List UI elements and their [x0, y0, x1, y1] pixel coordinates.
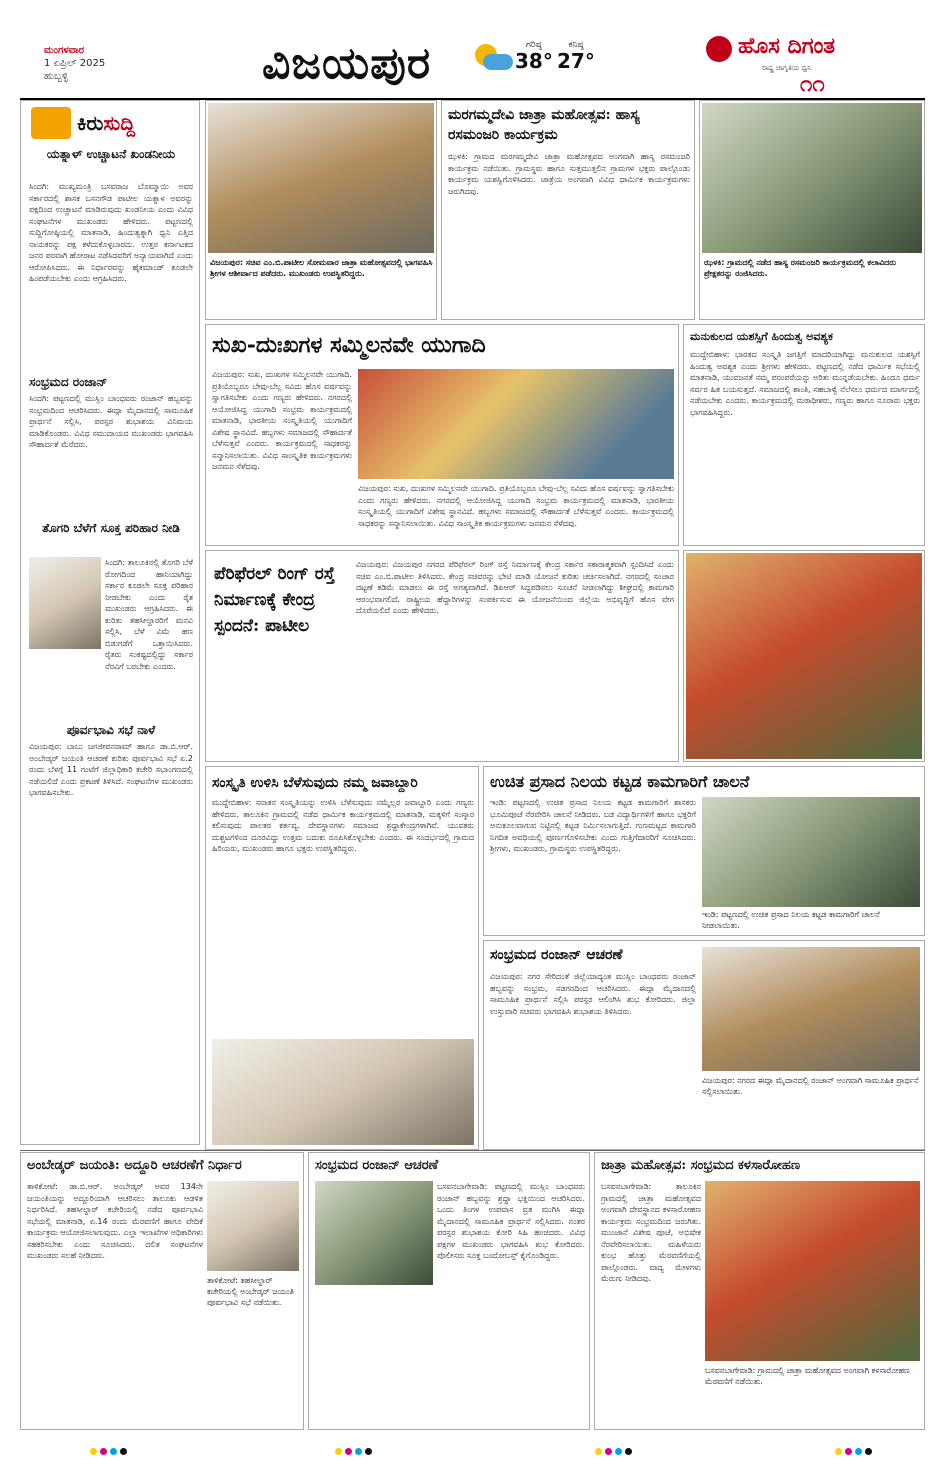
- ugadi-body-right: ವಿಜಯಪುರ: ಸುಖ, ದುಃಖಗಳ ಸಮ್ಮಿಲನವೇ ಯುಗಾದಿ. ಪ್ರತಿಯೊಬ್ಬರೂ ಬೇವು-ಬೆಲ್ಲ ಸವಿದು ಹೊಸ ವರ್ಷವನ್ನು ಸ್ವಾಗತಿಸಬೇಕು ಎಂದು ಗಣ್ಯರು ಹೇಳಿದರು. ನಗರದಲ್ಲಿ ಆಯೋಜಿಸಿದ್ದ ಯುಗಾದಿ ಸಂಭ್ರಮ ಕಾರ್ಯಕ್ರಮದಲ್ಲಿ ಮಾತನಾಡಿ, ಭಾರತೀಯ ಸಂಸ್ಕೃತಿಯಲ್ಲಿ ಯುಗಾದಿಗೆ ವಿಶೇಷ ಸ್ಥಾನವಿದೆ. ಹಬ್ಬಗಳು ಸಮಾಜದಲ್ಲಿ ಸೌಹಾರ್ದತೆ ಬೆಳೆಸುತ್ತವೆ ಎಂದರು. ಕಾರ್ಯಕ್ರಮದಲ್ಲಿ ಸಾಧಕರನ್ನು ಸನ್ಮಾನಿಸಲಾಯಿತು. ವಿವಿಧ ಸಾಂಸ್ಕೃತಿಕ ಕಾರ್ಯಕ್ರಮಗಳು ಜನಮನ ಸೆಳೆದವು.: [358, 484, 674, 528]
- ramzan-bottom-title: ಸಂಭ್ರಮದ ರಂಜಾನ್ ಆಚರಣೆ: [315, 1158, 439, 1173]
- ugadi-story: [205, 324, 679, 546]
- max-temp-value: 38: [515, 49, 543, 73]
- pointing-hand-icon: [31, 107, 71, 139]
- kalasha-story: [594, 1152, 925, 1430]
- print-dot: [595, 1448, 602, 1455]
- jatre-body: ಝಳಕಿ: ಗ್ರಾಮದ ಮರಗಮ್ಮದೇವಿ ಜಾತ್ರಾ ಮಹೋತ್ಸವದ ಅಂಗವಾಗಿ ಹಾಸ್ಯ ರಸಮಂಜರಿ ಕಾರ್ಯಕ್ರಮ ನಡೆಯಿತು. ಗ್ರಾಮಸ್ಥರು ಹಾಗೂ ಸುತ್ತಮುತ್ತಲಿನ ಗ್ರಾಮಗಳ ಭಕ್ತರು ಪಾಲ್ಗೊಂಡು ಕಾರ್ಯಕ್ರಮ ಯಶಸ್ವಿಗೊಳಿಸಿದರು. ಜಾತ್ರೆಯ ಅಂಗವಾಗಿ ವಿವಿಧ ಧಾರ್ಮಿಕ ಕಾರ್ಯಕ್ರಮಗಳು ಜರುಗಿದವು.: [448, 152, 690, 196]
- print-dot: [625, 1448, 632, 1455]
- ring-road-body: ವಿಜಯಪುರ: ವಿಜಯಪುರ ನಗರದ ಪೆರಿಫೆರಲ್ ರಿಂಗ್ ರಸ್ತೆ ನಿರ್ಮಾಣಕ್ಕೆ ಕೇಂದ್ರ ಸರ್ಕಾರ ಸಕಾರಾತ್ಮಕವಾಗಿ ಸ್ಪಂದಿಸಿದೆ ಎಂದು ಸಚಿವ ಎಂ.ಬಿ.ಪಾಟೀಲ ತಿಳಿಸಿದರು. ಕೇಂದ್ರ ಸಚಿವರನ್ನು ಭೇಟಿ ಮಾಡಿ ಯೋಜನೆ ಕುರಿತು ಚರ್ಚಿಸಲಾಗಿದೆ. ನಗರದಲ್ಲಿ ಸಂಚಾರ ದಟ್ಟಣೆ ಕಡಿಮೆ ಮಾಡಲು ಈ ರಸ್ತೆ ಅಗತ್ಯವಾಗಿದೆ. ಡಿಪಿಆರ್ ಸಿದ್ಧಪಡಿಸಲು ಸೂಚನೆ ನೀಡಲಾಗಿದ್ದು ಶೀಘ್ರದಲ್ಲಿ ಕಾಮಗಾರಿ ಆರಂಭವಾಗಲಿದೆ. ರಾಷ್ಟ್ರೀಯ ಹೆದ್ದಾರಿಗಳನ್ನು ಸಂಪರ್ಕಿಸುವ ಈ ಯೋಜನೆಯಿಂದ ಜಿಲ್ಲೆಯ ಅಭಿವೃದ್ಧಿಗೆ ಹೊಸ ವೇಗ ದೊರೆಯಲಿದೆ ಎಂದು ಹೇಳಿದರು.: [356, 560, 674, 615]
- ramzan-mid-body: ವಿಜಯಪುರ: ನಗರ ಸೇರಿದಂತೆ ಜಿಲ್ಲೆಯಾದ್ಯಂತ ಮುಸ್ಲಿಂ ಬಾಂಧವರು ರಂಜಾನ್ ಹಬ್ಬವನ್ನು ಸಂಭ್ರಮ, ಸಡಗರದಿಂದ ಆಚರಿಸಿದರು. ಈದ್ಗಾ ಮೈದಾನದಲ್ಲಿ ಸಾಮೂಹಿಕ ಪ್ರಾರ್ಥನೆ ಸಲ್ಲಿಸಿ ಪರಸ್ಪರ ಆಲಿಂಗಿಸಿ ಶುಭ ಕೋರಿದರು. ಜಿಲ್ಲಾ ಉಸ್ತುವಾರಿ ಸಚಿವರು ಭಾಗವಹಿಸಿ ಶುಭಾಶಯ ತಿಳಿಸಿದರು.: [490, 972, 696, 1016]
- ugadi-title: ಸುಖ-ದುಃಖಗಳ ಸಮ್ಮಿಲನವೇ ಯುಗಾದಿ: [212, 332, 486, 358]
- hindutva-story: [683, 324, 925, 546]
- ambedkar-photo: [207, 1181, 299, 1271]
- top-photo-caption: ವಿಜಯಪುರ: ಸಚಿವ ಎಂ.ಬಿ.ಪಾಟೀಲ ಸೋಮವಾರ ಜಾತ್ರಾ ಮಹೋತ್ಸವದಲ್ಲಿ ಭಾಗವಹಿಸಿ ಶ್ರೀಗಳ ಆಶೀರ್ವಾದ ಪಡೆದರು. ಮುಖಂಡರು ಉಪಸ್ಥಿತರಿದ್ದರು.: [210, 258, 433, 278]
- top-photo-story: [205, 100, 437, 320]
- print-dot: [615, 1448, 622, 1455]
- ugadi-body-left: ವಿಜಯಪುರ: ಸುಖ, ದುಃಖಗಳ ಸಮ್ಮಿಲನವೇ ಯುಗಾದಿ. ಪ್ರತಿಯೊಬ್ಬರೂ ಬೇವು-ಬೆಲ್ಲ ಸವಿದು ಹೊಸ ವರ್ಷವನ್ನು ಸ್ವಾಗತಿಸಬೇಕು ಎಂದು ಗಣ್ಯರು ಹೇಳಿದರು. ನಗರದಲ್ಲಿ ಆಯೋಜಿಸಿದ್ದ ಯುಗಾದಿ ಸಂಭ್ರಮ ಕಾರ್ಯಕ್ರಮದಲ್ಲಿ ಮಾತನಾಡಿ, ಭಾರತೀಯ ಸಂಸ್ಕೃತಿಯಲ್ಲಿ ಯುಗಾದಿಗೆ ವಿಶೇಷ ಸ್ಥಾನವಿದೆ. ಹಬ್ಬಗಳು ಸಮಾಜದಲ್ಲಿ ಸೌಹಾರ್ದತೆ ಬೆಳೆಸುತ್ತವೆ ಎಂದರು. ಕಾರ್ಯಕ್ರಮದಲ್ಲಿ ಸಾಧಕರನ್ನು ಸನ್ಮಾನಿಸಲಾಯಿತು. ವಿವಿಧ ಸಾಂಸ್ಕೃತಿಕ ಕಾರ್ಯಕ್ರಮಗಳು ಜನಮನ ಸೆಳೆದವು.: [212, 370, 352, 471]
- print-dot: [355, 1448, 362, 1455]
- degree-symbol: °: [542, 49, 553, 73]
- kiru-story3-title: ತೊಗರಿ ಬೆಳೆಗೆ ಸೂಕ್ತ ಪರಿಹಾರ ನೀಡಿ: [42, 521, 180, 535]
- kalasha-photo: [705, 1181, 920, 1361]
- print-dot: [845, 1448, 852, 1455]
- sanskrti-title: ಸಂಸ್ಕೃತಿ ಉಳಿಸಿ ಬೆಳೆಸುವುದು ನಮ್ಮ ಜವಾಬ್ದಾರಿ: [212, 775, 418, 791]
- hindutva-photo-box: [683, 550, 925, 762]
- kiru-title-b: ಸುದ್ದಿ: [103, 111, 136, 135]
- print-dots-mid: [335, 1440, 375, 1450]
- sanskrti-photo: [212, 1039, 474, 1145]
- header-date: 1 ಏಪ್ರಿಲ್ 2025: [44, 58, 106, 69]
- ambedkar-title: ಅಂಬೇಡ್ಕರ್ ಜಯಂತಿ: ಅದ್ದೂರಿ ಆಚರಣೆಗೆ ನಿರ್ಧಾರ: [27, 1158, 242, 1173]
- bottom-rule: [20, 1150, 925, 1151]
- ramzan-bottom-photo: [315, 1181, 433, 1285]
- print-dot: [100, 1448, 107, 1455]
- hindutva-body: ಮುದ್ದೇಬಿಹಾಳ: ಭಾರತದ ಸಂಸ್ಕೃತಿ ಜಗತ್ತಿಗೆ ಮಾದರಿಯಾಗಿದ್ದು ಮನುಕುಲದ ಯಶಸ್ಸಿಗೆ ಹಿಂದುತ್ವ ಅವಶ್ಯಕ ಎಂದು ಶ್ರೀಗಳು ಹೇಳಿದರು. ಪಟ್ಟಣದಲ್ಲಿ ನಡೆದ ಧಾರ್ಮಿಕ ಸಭೆಯಲ್ಲಿ ಮಾತನಾಡಿ, ಯುವಜನತೆ ನಮ್ಮ ಪರಂಪರೆಯನ್ನು ಅರಿತು ಮುನ್ನಡೆಯಬೇಕು. ಹಿಂದೂ ಧರ್ಮ ಸರ್ವರ ಹಿತ ಬಯಸುತ್ತದೆ. ಸಮಾಜದಲ್ಲಿ ಶಾಂತಿ, ಸಹಬಾಳ್ವೆ ನೆಲೆಸಲು ಧರ್ಮದ ಮಾರ್ಗದಲ್ಲಿ ನಡೆಯಬೇಕು ಎಂದರು. ಕಾರ್ಯಕ್ರಮದಲ್ಲಿ ಮಠಾಧೀಶರು, ಗಣ್ಯರು ಹಾಗೂ ನೂರಾರು ಭಕ್ತರು ಭಾಗವಹಿಸಿದ್ದರು.: [690, 350, 920, 417]
- brand-tagline: ರಾಷ್ಟ್ರ ಜಾಗೃತಿಯ ಧ್ವನಿ: [762, 64, 812, 72]
- jatre-photo-caption: ಝಳಕಿ: ಗ್ರಾಮದಲ್ಲಿ ನಡೆದ ಹಾಸ್ಯ ರಸಮಂಜರಿ ಕಾರ್ಯಕ್ರಮದಲ್ಲಿ ಕಲಾವಿದರು ಪ್ರೇಕ್ಷಕರನ್ನು ರಂಜಿಸಿದರು.: [704, 258, 897, 278]
- header-city: ಹುಬ್ಬಳ್ಳಿ: [44, 71, 69, 82]
- brand-logo: [694, 34, 904, 74]
- kiru-header: [31, 107, 135, 139]
- print-dots-far-right: [835, 1440, 875, 1450]
- print-dots-right: [595, 1440, 635, 1450]
- max-temp: [515, 40, 553, 72]
- degree-symbol: °: [584, 49, 595, 73]
- kalasha-body: ಬಸವನಬಾಗೇವಾಡಿ: ತಾಲೂಕಿನ ಗ್ರಾಮದಲ್ಲಿ ಜಾತ್ರಾ ಮಹೋತ್ಸವದ ಅಂಗವಾಗಿ ದೇವಸ್ಥಾನದ ಕಳಸಾರೋಹಣ ಕಾರ್ಯಕ್ರಮ ಸಂಭ್ರಮದಿಂದ ಜರುಗಿತು. ಮುಂಜಾನೆ ವಿಶೇಷ ಪೂಜೆ, ಅಭಿಷೇಕ ನೆರವೇರಿಸಲಾಯಿತು. ಮಹಿಳೆಯರು ಕುಂಭ ಹೊತ್ತು ಮೆರವಣಿಗೆಯಲ್ಲಿ ಪಾಲ್ಗೊಂಡರು. ವಾದ್ಯ ಮೇಳಗಳು ಮೆರುಗು ನೀಡಿದವು.: [601, 1182, 701, 1283]
- jatre-photo: [702, 103, 922, 253]
- header-date-block: [44, 44, 105, 83]
- brand-name: ಹೊಸ ದಿಗಂತ: [738, 34, 836, 59]
- kiru-story3-body: ಸಿಂದಗಿ: ತಾಲೂಕಿನಲ್ಲಿ ತೊಗರಿ ಬೆಳೆ ರೋಗದಿಂದ ಹಾನಿಯಾಗಿದ್ದು ಸರ್ಕಾರ ಕೂಡಲೇ ಸೂಕ್ತ ಪರಿಹಾರ ನೀಡಬೇಕು ಎಂದು ರೈತ ಮುಖಂಡರು ಆಗ್ರಹಿಸಿದರು. ಈ ಕುರಿತು ತಹಸೀಲ್ದಾರರಿಗೆ ಮನವಿ ಸಲ್ಲಿಸಿ, ಬೆಳೆ ವಿಮೆ ಹಣ ಬಿಡುಗಡೆಗೆ ಒತ್ತಾಯಿಸಿದರು. ರೈತರು ಸಂಕಷ್ಟದಲ್ಲಿದ್ದು ಸರ್ಕಾರ ನೆರವಿಗೆ ಬರಬೇಕು ಎಂದರು.: [105, 558, 193, 671]
- brand-emblem-icon: [706, 36, 732, 62]
- print-dot: [335, 1448, 342, 1455]
- print-dot: [855, 1448, 862, 1455]
- ramzan-bottom-body: ಬಸವನಬಾಗೇವಾಡಿ: ಪಟ್ಟಣದಲ್ಲಿ ಮುಸ್ಲಿಂ ಬಾಂಧವರು ರಂಜಾನ್ ಹಬ್ಬವನ್ನು ಶ್ರದ್ಧಾ ಭಕ್ತಿಯಿಂದ ಆಚರಿಸಿದರು. ಒಂದು ತಿಂಗಳ ಉಪವಾಸ ವ್ರತ ಮುಗಿಸಿ ಈದ್ಗಾ ಮೈದಾನದಲ್ಲಿ ಸಾಮೂಹಿಕ ಪ್ರಾರ್ಥನೆ ಸಲ್ಲಿಸಿದರು. ನಂತರ ಪರಸ್ಪರ ಶುಭಾಶಯ ಕೋರಿ ಸಿಹಿ ಹಂಚಿದರು. ವಿವಿಧ ಪಕ್ಷಗಳ ಮುಖಂಡರು ಭಾಗವಹಿಸಿ ಶುಭ ಕೋರಿದರು. ಪೊಲೀಸರು ಸೂಕ್ತ ಬಂದೋಬಸ್ತ್ ಕೈಗೊಂಡಿದ್ದರು.: [437, 1182, 585, 1260]
- page-number: ೧೧: [800, 72, 825, 97]
- ambedkar-caption: ತಾಳಿಕೋಟೆ: ತಹಸೀಲ್ದಾರ್ ಕಚೇರಿಯಲ್ಲಿ ಅಂಬೇಡ್ಕರ್ ಜಯಂತಿ ಪೂರ್ವಭಾವಿ ಸಭೆ ನಡೆಯಿತು.: [207, 1276, 294, 1307]
- ring-road-story: [205, 550, 679, 762]
- ramzan-mid-caption: ವಿಜಯಪುರ: ನಗರದ ಈದ್ಗಾ ಮೈದಾನದಲ್ಲಿ ರಂಜಾನ್ ಅಂಗವಾಗಿ ಸಾಮೂಹಿಕ ಪ್ರಾರ್ಥನೆ ಸಲ್ಲಿಸಲಾಯಿತು.: [702, 1076, 919, 1096]
- kiru-story2-body: ಸಿಂದಗಿ: ಪಟ್ಟಣದಲ್ಲಿ ಮುಸ್ಲಿಂ ಬಾಂಧವರು ರಂಜಾನ್ ಹಬ್ಬವನ್ನು ಸಂಭ್ರಮದಿಂದ ಆಚರಿಸಿದರು. ಈದ್ಗಾ ಮೈದಾನದಲ್ಲಿ ಸಾಮೂಹಿಕ ಪ್ರಾರ್ಥನೆ ಸಲ್ಲಿಸಿ, ಪರಸ್ಪರ ಶುಭಾಶಯ ವಿನಿಮಯ ಮಾಡಿಕೊಂಡರು. ವಿವಿಧ ಸಮುದಾಯದ ಮುಖಂಡರು ಭಾಗವಹಿಸಿ ಸೌಹಾರ್ದತೆ ಮೆರೆದರು.: [29, 394, 193, 449]
- ramzan-mid-photo: [702, 947, 920, 1071]
- kalasha-title: ಜಾತ್ರಾ ಮಹೋತ್ಸವ: ಸಂಭ್ರಮದ ಕಳಸಾರೋಹಣ: [601, 1158, 801, 1173]
- jatre-story: [441, 100, 695, 320]
- kiru-suddi-column: [20, 100, 200, 1145]
- jatre-title: ಮರಗಮ್ಮದೇವಿ ಜಾತ್ರಾ ಮಹೋತ್ಸವ: ಹಾಸ್ಯ ರಸಮಂಜರಿ ಕಾರ್ಯಕ್ರಮ: [448, 107, 640, 143]
- masthead-title: ವಿಜಯಪುರ: [262, 38, 432, 89]
- ramzan-mid-title: ಸಂಭ್ರಮದ ರಂಜಾನ್ ಆಚರಣೆ: [490, 947, 623, 963]
- kalasha-caption: ಬಸವನಬಾಗೇವಾಡಿ: ಗ್ರಾಮದಲ್ಲಿ ಜಾತ್ರಾ ಮಹೋತ್ಸವದ ಅಂಗವಾಗಿ ಕಳಸಾರೋಹಣ ಮೆರವಣಿಗೆ ನಡೆಯಿತು.: [705, 1366, 910, 1386]
- kiru-portrait-photo: [29, 557, 101, 649]
- min-temp-value: 27: [557, 49, 585, 73]
- print-dots-left: [90, 1440, 130, 1450]
- cloud-icon: [483, 54, 513, 70]
- sanskrti-body: ಮುದ್ದೇಬಿಹಾಳ: ಸನಾತನ ಸಂಸ್ಕೃತಿಯನ್ನು ಉಳಿಸಿ ಬೆಳೆಸುವುದು ನಮ್ಮೆಲ್ಲರ ಜವಾಬ್ದಾರಿ ಎಂದು ಗಣ್ಯರು ಹೇಳಿದರು. ತಾಲೂಕಿನ ಗ್ರಾಮದಲ್ಲಿ ನಡೆದ ಧಾರ್ಮಿಕ ಕಾರ್ಯಕ್ರಮದಲ್ಲಿ ಮಾತನಾಡಿ, ಮಕ್ಕಳಿಗೆ ಸಂಸ್ಕಾರ ಕಲಿಸುವುದು ಪಾಲಕರ ಕರ್ತವ್ಯ. ದೇವಸ್ಥಾನಗಳು ಸಮಾಜದ ಶ್ರದ್ಧಾಕೇಂದ್ರಗಳಾಗಿವೆ. ಯುವಕರು ದುಶ್ಚಟಗಳಿಂದ ದೂರವಿದ್ದು ಉತ್ತಮ ಬದುಕು ರೂಪಿಸಿಕೊಳ್ಳಬೇಕು ಎಂದರು. ಈ ಸಂದರ್ಭದಲ್ಲಿ ಗ್ರಾಮದ ಹಿರಿಯರು, ಮುಖಂಡರು ಹಾಗೂ ಭಕ್ತರು ಉಪಸ್ಥಿತರಿದ್ದರು.: [212, 798, 474, 853]
- kiru-title: [77, 111, 135, 135]
- max-temp-label: ಗರಿಷ್ಠ: [526, 40, 542, 50]
- min-temp-label: ಕನಿಷ್ಠ: [568, 40, 584, 50]
- ugadi-photo: [358, 369, 674, 479]
- hindutva-title: ಮನುಕುಲದ ಯಶಸ್ಸಿಗೆ ಹಿಂದುತ್ವ ಅವಶ್ಯಕ: [690, 330, 833, 343]
- prasada-body: ಇಂಡಿ: ಪಟ್ಟಣದಲ್ಲಿ ಉಚಿತ ಪ್ರಸಾದ ನಿಲಯ ಕಟ್ಟಡ ಕಾಮಗಾರಿಗೆ ಶಾಸಕರು ಭೂಮಿಪೂಜೆ ನೆರವೇರಿಸಿ ಚಾಲನೆ ನೀಡಿದರು. ಬಡ ವಿದ್ಯಾರ್ಥಿಗಳಿಗೆ ಹಾಗೂ ಭಕ್ತರಿಗೆ ಅನುಕೂಲವಾಗುವ ನಿಟ್ಟಿನಲ್ಲಿ ಕಟ್ಟಡ ನಿರ್ಮಿಸಲಾಗುತ್ತಿದೆ. ಗುಣಮಟ್ಟದ ಕಾಮಗಾರಿ ನಿಗದಿತ ಅವಧಿಯಲ್ಲಿ ಪೂರ್ಣಗೊಳಿಸಬೇಕು ಎಂದು ಗುತ್ತಿಗೆದಾರರಿಗೆ ಸೂಚಿಸಿದರು. ಶ್ರೀಗಳು, ಮುಖಂಡರು, ಗ್ರಾಮಸ್ಥರು ಉಪಸ್ಥಿತರಿದ್ದರು.: [490, 798, 696, 853]
- kiru-story1-title: ಯತ್ನಾಳ್ ಉಚ್ಚಾಟನೆ ಖಂಡನೀಯ: [46, 147, 176, 161]
- kiru-story4-body: ವಿಜಯಪುರ: ಬಾಬು ಜಗಜೀವನರಾಮ್ ಹಾಗೂ ಡಾ.ಬಿ.ಆರ್. ಅಂಬೇಡ್ಕರ್ ಜಯಂತಿ ಆಚರಣೆ ಕುರಿತು ಪೂರ್ವಭಾವಿ ಸಭೆ ಏ.2 ರಂದು ಬೆಳಗ್ಗೆ 11 ಗಂಟೆಗೆ ಜಿಲ್ಲಾಧಿಕಾರಿ ಕಚೇರಿ ಸಭಾಂಗಣದಲ್ಲಿ ನಡೆಯಲಿದೆ ಎಂದು ಪ್ರಕಟಣೆ ತಿಳಿಸಿದೆ. ಸಂಘಟನೆಗಳ ಮುಖಂಡರು ಭಾಗವಹಿಸಬೇಕು.: [29, 742, 193, 797]
- weather-widget: [465, 40, 635, 80]
- print-dot: [120, 1448, 127, 1455]
- ambedkar-story: [20, 1152, 304, 1430]
- ramzan-bottom-story: [308, 1152, 590, 1430]
- prasada-story: [483, 766, 925, 936]
- print-dot: [345, 1448, 352, 1455]
- sanskrti-story: [205, 766, 479, 1150]
- print-dot: [110, 1448, 117, 1455]
- ring-road-title: ಪೆರಿಫೆರಲ್ ರಿಂಗ್ ರಸ್ತೆ ನಿರ್ಮಾಣಕ್ಕೆ ಕೇಂದ್ರ ಸ್ಪಂದನೆ: ಪಾಟೀಲ: [214, 564, 335, 636]
- prasada-photo: [702, 797, 920, 907]
- kiru-story2-title: ಸಂಭ್ರಮದ ರಂಜಾನ್: [29, 375, 108, 389]
- ambedkar-body: ತಾಳಿಕೋಟೆ: ಡಾ.ಬಿ.ಆರ್. ಅಂಬೇಡ್ಕರ್ ಅವರ 134ನೇ ಜಯಂತಿಯನ್ನು ಅದ್ದೂರಿಯಾಗಿ ಆಚರಿಸಲು ತಾಲೂಕು ಆಡಳಿತ ನಿರ್ಧರಿಸಿದೆ. ತಹಸೀಲ್ದಾರ್ ಕಚೇರಿಯಲ್ಲಿ ನಡೆದ ಪೂರ್ವಭಾವಿ ಸಭೆಯಲ್ಲಿ ಮಾತನಾಡಿ, ಏ.14 ರಂದು ಮೆರವಣಿಗೆ ಹಾಗೂ ವೇದಿಕೆ ಕಾರ್ಯಕ್ರಮ ಆಯೋಜಿಸಲಾಗುವುದು. ಎಲ್ಲಾ ಇಲಾಖೆಗಳ ಅಧಿಕಾರಿಗಳು ಸಹಕರಿಸಬೇಕು ಎಂದು ಸೂಚಿಸಿದರು. ದಲಿತ ಸಂಘಟನೆಗಳ ಮುಖಂಡರು ಸಲಹೆ ನೀಡಿದರು.: [27, 1182, 203, 1260]
- hindutva-photo: [686, 553, 922, 759]
- kiru-story4-title: ಪೂರ್ವಭಾವಿ ಸಭೆ ನಾಳೆ: [66, 723, 156, 737]
- ramzan-mid-story: [483, 940, 925, 1150]
- prasada-title: ಉಚಿತ ಪ್ರಸಾದ ನಿಲಯ ಕಟ್ಟಡ ಕಾಮಗಾರಿಗೆ ಚಾಲನೆ: [490, 772, 750, 791]
- prasada-caption: ಇಂಡಿ: ಪಟ್ಟಣದಲ್ಲಿ ಉಚಿತ ಪ್ರಸಾದ ನಿಲಯ ಕಟ್ಟಡ ಕಾಮಗಾರಿಗೆ ಚಾಲನೆ ನೀಡಲಾಯಿತು.: [702, 910, 880, 930]
- kiru-title-a: ಕಿರು: [77, 111, 104, 135]
- print-dot: [865, 1448, 872, 1455]
- kiru-story1-body: ಸಿಂದಗಿ: ಮುಖ್ಯಮಂತ್ರಿ ಬಸವರಾಜ ಬೊಮ್ಮಾಯಿ ಅವರ ಸರ್ಕಾರದಲ್ಲಿ ಶಾಸಕ ಬಸನಗೌಡ ಪಾಟೀಲ ಯತ್ನಾಳ ಅವರನ್ನು ಪಕ್ಷದಿಂದ ಉಚ್ಚಾಟನೆ ಮಾಡಿರುವುದು ಖಂಡನೀಯ ಎಂದು ವಿವಿಧ ಸಂಘಟನೆಗಳ ಮುಖಂಡರು ಹೇಳಿದರು. ಪಟ್ಟಣದಲ್ಲಿ ಸುದ್ದಿಗೋಷ್ಠಿಯಲ್ಲಿ ಮಾತನಾಡಿ, ಹಿಂದುತ್ವಕ್ಕಾಗಿ ಧ್ವನಿ ಎತ್ತಿದ ನಾಯಕರನ್ನು ಪಕ್ಷ ಕಳೆದುಕೊಳ್ಳಬಾರದು. ಉತ್ತರ ಕರ್ನಾಟಕದ ಜನರ ಪರವಾಗಿ ಹೋರಾಟ ನಡೆಸಿದವರಿಗೆ ಅನ್ಯಾಯವಾಗಿದೆ ಎಂದು ಆರೋಪಿಸಿದರು. ಈ ನಿರ್ಧಾರವನ್ನು ಹೈಕಮಾಂಡ್ ಕೂಡಲೇ ಹಿಂಪಡೆಯಬೇಕು ಎಂದು ಆಗ್ರಹಿಸಿದರು.: [29, 182, 193, 283]
- jatre-photo-box: [699, 100, 925, 320]
- print-dot: [365, 1448, 372, 1455]
- print-dot: [605, 1448, 612, 1455]
- print-dot: [835, 1448, 842, 1455]
- header-day: ಮಂಗಳವಾರ: [44, 45, 85, 56]
- print-dot: [90, 1448, 97, 1455]
- top-photo: [208, 103, 434, 253]
- min-temp: [557, 40, 595, 72]
